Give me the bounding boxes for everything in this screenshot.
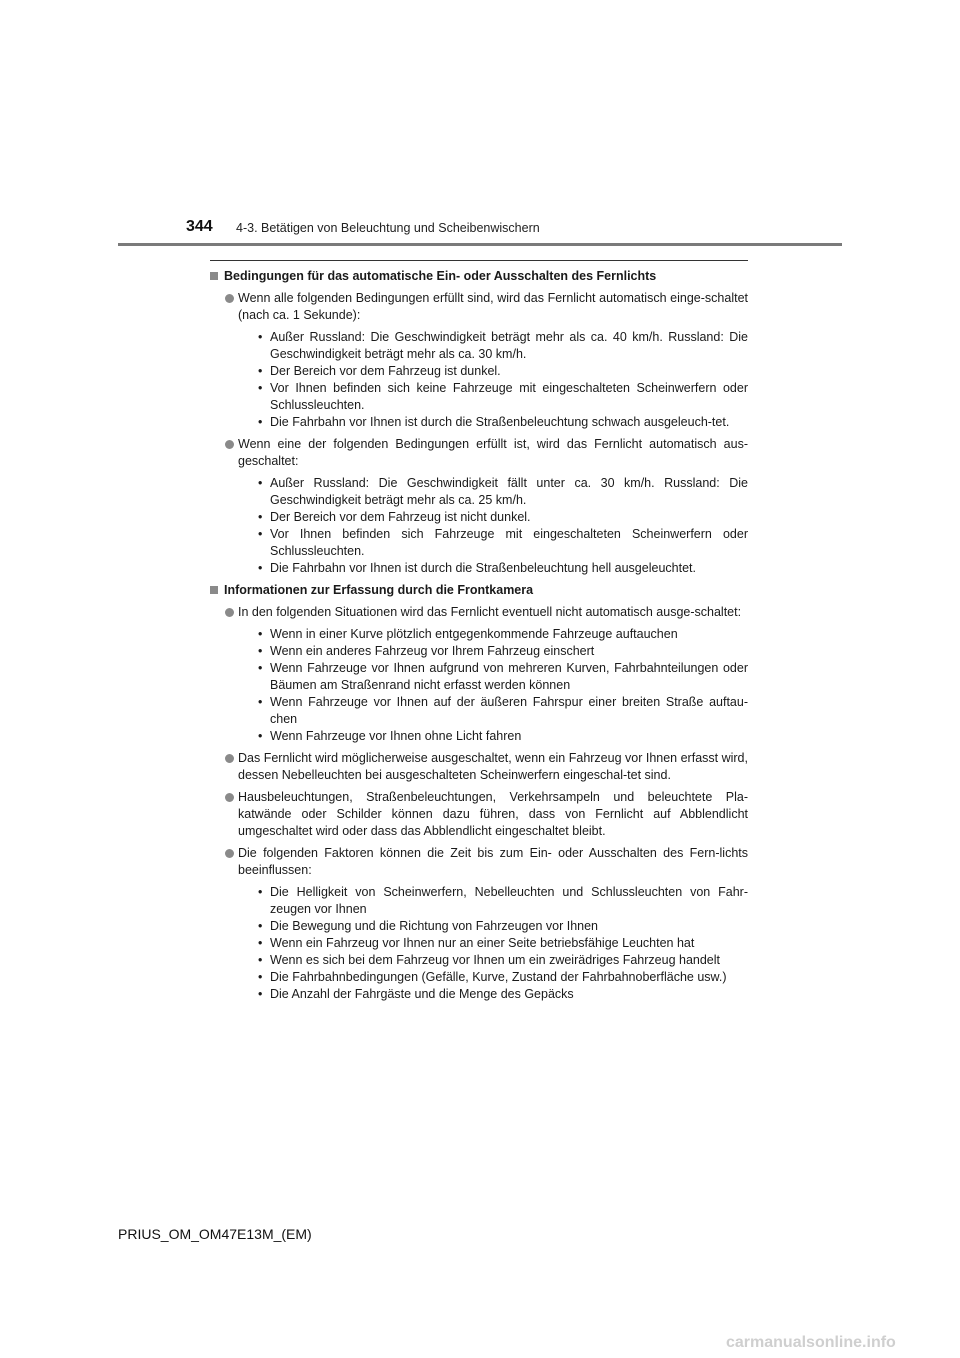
list-item	[210, 789, 748, 840]
dot-bullet-icon: •	[258, 661, 263, 675]
circle-bullet-icon	[225, 608, 234, 617]
dot-bullet-icon: •	[258, 627, 263, 641]
section-heading	[210, 268, 748, 285]
sub-list-item	[256, 694, 748, 728]
list-item	[210, 604, 748, 745]
dot-bullet-icon: •	[258, 919, 263, 933]
sub-list-item-text: Wenn ein Fahrzeug vor Ihnen nur an einer Seite betriebsfähige Leuchten hat	[270, 936, 695, 950]
dot-bullet-icon: •	[258, 970, 263, 984]
sub-list-item-text: Außer Russland: Die Geschwindigkeit beträgt mehr als ca. 40 km/h. Russland: Die Geschwindigkeit beträgt mehr als ca. 30 km/h.	[270, 330, 748, 361]
sub-list-item	[256, 969, 748, 986]
sub-list-item	[256, 526, 748, 560]
sub-list-item	[256, 560, 748, 577]
section-heading-text: Informationen zur Erfassung durch die Frontkamera	[224, 583, 534, 597]
list-item-text: Hausbeleuchtungen, Straßenbeleuchtungen, Verkehrsampeln und beleuchtete Pla-katwände oder Schilder können dazu führen, dass von Fernlicht auf Abblendlicht umgeschaltet wird oder dass das Abblendlicht eingeschaltet bleibt.	[238, 790, 748, 838]
sub-list-item-text: Wenn ein anderes Fahrzeug vor Ihrem Fahrzeug einschert	[270, 644, 595, 658]
sub-list-item-text: Vor Ihnen befinden sich keine Fahrzeuge mit eingeschalteten Scheinwerfern oder Schlussleuchten.	[270, 381, 748, 412]
dot-bullet-icon: •	[258, 510, 263, 524]
sub-list-item	[256, 884, 748, 918]
sub-list-item-text: Vor Ihnen befinden sich Fahrzeuge mit eingeschalteten Scheinwerfern oder Schlussleuchten.	[270, 527, 748, 558]
square-bullet-icon	[210, 586, 218, 594]
sub-list-item-text: Wenn es sich bei dem Fahrzeug vor Ihnen um ein zweirädriges Fahrzeug handelt	[270, 953, 721, 967]
sub-list-item-text: Wenn Fahrzeuge vor Ihnen aufgrund von mehreren Kurven, Fahrbahnteilungen oder Bäumen am Straßenrand nicht erfasst werden können	[270, 661, 748, 692]
list-item-text: In den folgenden Situationen wird das Fernlicht eventuell nicht automatisch ausge-schaltet:	[238, 605, 742, 619]
list-item-text: Das Fernlicht wird möglicherweise ausgeschaltet, wenn ein Fahrzeug vor Ihnen erfasst wird, dessen Nebelleuchten bei ausgeschalteten Scheinwerfern eingeschal-tet sind.	[238, 751, 748, 782]
sub-list-item-text: Die Helligkeit von Scheinwerfern, Nebelleuchten und Schlussleuchten von Fahr-zeugen vor Ihnen	[270, 885, 748, 916]
dot-bullet-icon: •	[258, 936, 263, 950]
dot-bullet-icon: •	[258, 953, 263, 967]
sub-list-item	[256, 414, 748, 431]
section-heading-text: Bedingungen für das automatische Ein- oder Ausschalten des Fernlichts	[224, 269, 657, 283]
sub-list-item-text: Die Fahrbahn vor Ihnen ist durch die Straßenbeleuchtung schwach ausgeleuch-tet.	[270, 415, 730, 429]
circle-bullet-icon	[225, 849, 234, 858]
list-item	[210, 750, 748, 784]
sub-list-item	[256, 643, 748, 660]
sub-list-item-text: Die Fahrbahn vor Ihnen ist durch die Straßenbeleuchtung hell ausgeleuchtet.	[270, 561, 696, 575]
dot-bullet-icon: •	[258, 561, 263, 575]
sub-list	[228, 626, 748, 745]
dot-bullet-icon: •	[258, 695, 263, 709]
sub-list-item	[256, 329, 748, 363]
list-item	[210, 290, 748, 431]
sub-list-item-text: Der Bereich vor dem Fahrzeug ist nicht dunkel.	[270, 510, 531, 524]
sub-list-item	[256, 935, 748, 952]
dot-bullet-icon: •	[258, 364, 263, 378]
sub-list-item	[256, 626, 748, 643]
page-number: 344	[186, 218, 213, 235]
list-item	[210, 845, 748, 1003]
sub-list-item	[256, 952, 748, 969]
dot-bullet-icon: •	[258, 415, 263, 429]
sub-list-item	[256, 363, 748, 380]
dot-bullet-icon: •	[258, 381, 263, 395]
sub-list-item	[256, 918, 748, 935]
dot-bullet-icon: •	[258, 330, 263, 344]
dot-bullet-icon: •	[258, 476, 263, 490]
circle-bullet-icon	[225, 754, 234, 763]
square-bullet-icon	[210, 272, 218, 280]
dot-bullet-icon: •	[258, 644, 263, 658]
sub-list	[228, 884, 748, 1003]
sub-list-item-text: Die Bewegung und die Richtung von Fahrzeugen vor Ihnen	[270, 919, 598, 933]
sub-list-item	[256, 660, 748, 694]
sub-list-item-text: Außer Russland: Die Geschwindigkeit fällt unter ca. 30 km/h. Russland: Die Geschwindigkeit beträgt mehr als ca. 25 km/h.	[270, 476, 748, 507]
sub-list-item-text: Wenn Fahrzeuge vor Ihnen ohne Licht fahren	[270, 729, 522, 743]
dot-bullet-icon: •	[258, 885, 263, 899]
circle-bullet-icon	[225, 440, 234, 449]
sub-list	[228, 329, 748, 431]
sub-list-item-text: Die Fahrbahnbedingungen (Gefälle, Kurve, Zustand der Fahrbahnoberfläche usw.)	[270, 970, 727, 984]
sub-list-item	[256, 728, 748, 745]
header-rule	[118, 243, 842, 246]
dot-bullet-icon: •	[258, 729, 263, 743]
dot-bullet-icon: •	[258, 987, 263, 1001]
sub-list-item	[256, 509, 748, 526]
dot-bullet-icon: •	[258, 527, 263, 541]
list-item-text: Die folgenden Faktoren können die Zeit bis zum Ein- oder Ausschalten des Fern-lichts beeinflussen:	[238, 846, 748, 877]
sub-list-item	[256, 475, 748, 509]
circle-bullet-icon	[225, 793, 234, 802]
sub-list-item-text: Der Bereich vor dem Fahrzeug ist dunkel.	[270, 364, 501, 378]
chapter-title: 4-3. Betätigen von Beleuchtung und Scheibenwischern	[236, 221, 540, 235]
list-item-text: Wenn eine der folgenden Bedingungen erfüllt ist, wird das Fernlicht automatisch aus-geschaltet:	[238, 437, 748, 468]
sub-list-item	[256, 380, 748, 414]
section-heading	[210, 582, 748, 599]
sub-list	[228, 475, 748, 577]
list-item-text: Wenn alle folgenden Bedingungen erfüllt sind, wird das Fernlicht automatisch einge-schaltet (nach ca. 1 Sekunde):	[238, 291, 748, 322]
circle-bullet-icon	[225, 294, 234, 303]
footer-doc-code: PRIUS_OM_OM47E13M_(EM)	[118, 1226, 312, 1242]
content	[210, 268, 748, 1008]
list-item	[210, 436, 748, 577]
sub-list-item-text: Die Anzahl der Fahrgäste und die Menge des Gepäcks	[270, 987, 574, 1001]
content-rule	[210, 260, 748, 261]
sub-list-item-text: Wenn in einer Kurve plötzlich entgegenkommende Fahrzeuge auftauchen	[270, 627, 678, 641]
sub-list-item	[256, 986, 748, 1003]
sub-list-item-text: Wenn Fahrzeuge vor Ihnen auf der äußeren Fahrspur einer breiten Straße auftau-chen	[270, 695, 748, 726]
watermark: carmanualsonline.info	[726, 1334, 896, 1351]
